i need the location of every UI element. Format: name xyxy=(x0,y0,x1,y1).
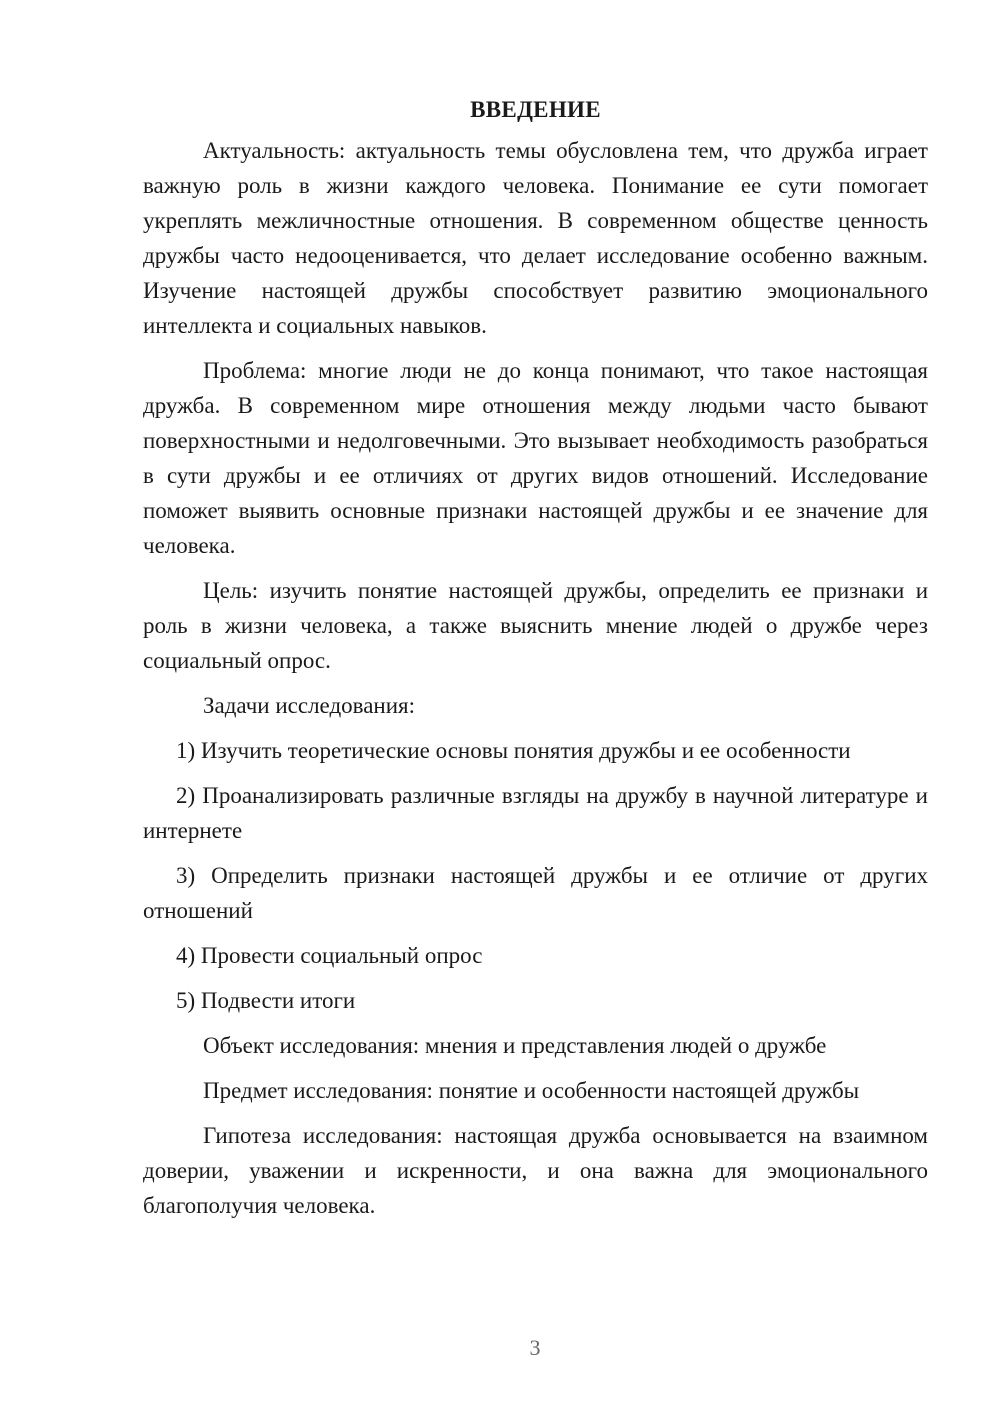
problem-paragraph: Проблема: многие люди не до конца понимают, что такое настоящая дружба. В современном мире отношения между людьми часто бывают поверхностными и недолговечными. Это вызывает необходимость разобраться в сути дружбы и ее отличиях от других видов отношений. Исследование поможет выявить основные признаки настоящей дружбы и ее значение для человека. xyxy=(143,358,928,558)
subject-paragraph: Предмет исследования: понятие и особенности настоящей дружбы xyxy=(203,1078,860,1103)
tasks-heading: Задачи исследования: xyxy=(203,693,416,718)
object-paragraph: Объект исследования: мнения и представления людей о дружбе xyxy=(203,1033,827,1058)
hypothesis-paragraph: Гипотеза исследования: настоящая дружба основывается на взаимном доверии, уважении и искренности, и она важна для эмоционального благополучия человека. xyxy=(143,1123,928,1218)
task-item-1: 1) Изучить теоретические основы понятия дружбы и ее особенности xyxy=(176,738,851,763)
task-item-4: 4) Провести социальный опрос xyxy=(176,943,483,968)
page-content xyxy=(143,92,928,1233)
task-item-5: 5) Подвести итоги xyxy=(176,988,356,1013)
relevance-paragraph: Актуальность: актуальность темы обусловлена тем, что дружба играет важную роль в жизни каждого человека. Понимание ее сути помогает укреплять межличностные отношения. В современном обществе ценность дружбы часто недооценивается, что делает исследование особенно важным. Изучение настоящей дружбы способствует развитию эмоционального интеллекта и социальных навыков. xyxy=(143,138,928,338)
task-item-3: 3) Определить признаки настоящей дружбы и ее отличие от других отношений xyxy=(143,863,928,923)
task-item-2: 2) Проанализировать различные взгляды на дружбу в научной литературе и интернете xyxy=(143,783,928,843)
page-number: 3 xyxy=(529,1335,541,1360)
section-title: ВВЕДЕНИЕ xyxy=(470,97,601,122)
goal-paragraph: Цель: изучить понятие настоящей дружбы, определить ее признаки и роль в жизни человека, а также выяснить мнение людей о дружбе через социальный опрос. xyxy=(143,578,928,673)
